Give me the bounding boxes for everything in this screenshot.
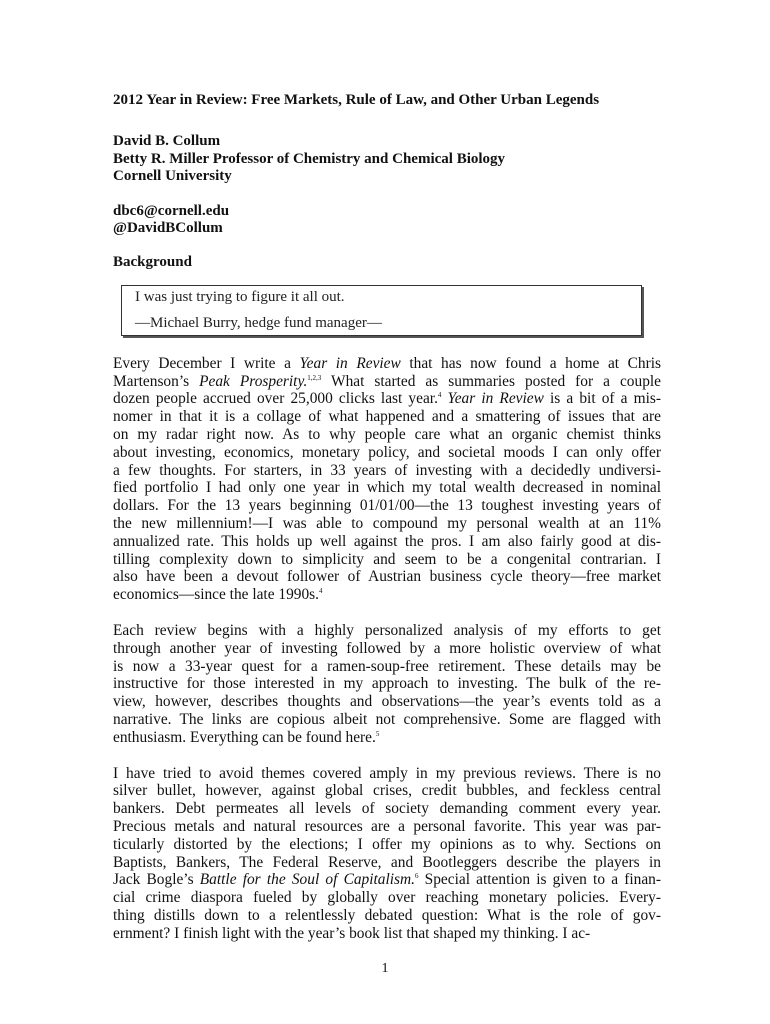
italic-title: Battle for the Soul of Capitalism.: [199, 871, 415, 889]
text-line: economics—since the late 1990s.$^4$: [113, 586, 323, 604]
text-line: annualized rate. This holds up well against the pros. I am also fairly good at dis-: [113, 532, 661, 550]
footnote-reference[interactable]: 4: [319, 587, 323, 596]
text-line: nomer in that it is a collage of what happened and a smattering of issues that are: [113, 408, 661, 426]
body-text: [113, 355, 661, 943]
contact-block: [113, 203, 661, 238]
italic-title: Year in Review: [299, 354, 401, 372]
text-line: enthusiasm. Everything can be found here.$^5$: [113, 728, 380, 746]
text-line: on my radar right now. As to why people care what an organic chemist thinks: [113, 426, 661, 444]
author-position: Betty R. Miller Professor of Chemistry and Chemical Biology: [113, 150, 506, 167]
italic-title: Year in Review: [447, 390, 544, 408]
text-line: Baptists, Bankers, The Federal Reserve, and Bootleggers describe the players in: [113, 853, 661, 871]
text-line: I have tried to avoid themes covered amply in my previous reviews. There is no: [113, 764, 661, 782]
text-line: thing distills down to a relentlessly debated question: What is the role of gov-: [113, 906, 661, 924]
text-line: narrative. The links are copious albeit not comprehensive. Some are flagged with: [113, 710, 661, 728]
text-line: view, however, describes thoughts and observations—the year’s events told as a: [113, 693, 661, 711]
text-line: Jack Bogle’s Battle for the Soul of Capitalism.$^6$ Special attention is given to a finan-: [113, 871, 661, 889]
text-line: Martenson’s Peak Prosperity.$^{1,2,3}$ What started as summaries posted for a couple: [113, 372, 661, 390]
footnote-reference[interactable]: 4: [437, 391, 442, 400]
text-line: cial crime diaspora fueled by globally over reaching monetary policies. Every-: [113, 889, 661, 907]
author-name: David B. Collum: [113, 133, 221, 150]
epigraph-quote: I was just trying to figure it all out.: [135, 288, 345, 305]
footnote-reference[interactable]: 5: [375, 729, 380, 738]
text-line: instructive for those interested in my approach to investing. The bulk of the re-: [113, 675, 661, 693]
footnote-reference[interactable]: 6: [414, 872, 419, 881]
text-line: ernment? I finish light with the year’s book list that shaped my thinking. I ac-: [113, 924, 591, 942]
text-line: through another year of investing followed by a more holistic overview of what: [113, 639, 661, 657]
body-paragraph: [113, 622, 661, 747]
epigraph-attribution: —Michael Burry, hedge fund manager—: [135, 314, 382, 331]
text-line: fied portfolio I had only one year in which my total wealth decreased in nominal: [113, 479, 661, 497]
body-paragraph: [113, 765, 661, 943]
text-line: silver bullet, however, against global crises, credit bubbles, and feckless central: [113, 782, 661, 800]
text-line: about investing, economics, monetary policy, and societal moods I can only offer: [113, 443, 661, 461]
text-line: Precious metals and natural resources are a personal favorite. This year was par-: [113, 817, 661, 835]
body-paragraph: [113, 355, 661, 604]
text-line: dozen people accrued over 25,000 clicks last year.$^4$ Year in Review is a bit of a mis-: [113, 390, 661, 408]
author-institution: Cornell University: [113, 168, 232, 185]
italic-title: Peak Prosperity.: [199, 372, 308, 390]
section-heading: Background: [113, 254, 192, 271]
text-line: is now a 33-year quest for a ramen-soup-free retirement. These details may be: [113, 657, 661, 675]
text-line: a few thoughts. For starters, in 33 years of investing with a decidedly undiversi-: [113, 461, 661, 479]
document-page: [113, 92, 661, 943]
author-block: [113, 133, 661, 185]
author-twitter: @DavidBCollum: [113, 220, 223, 237]
text-line: also have been a devout follower of Austrian business cycle theory—free market: [113, 568, 661, 586]
text-line: bankers. Debt permeates all levels of society demanding comment every year.: [113, 800, 661, 818]
text-line: Each review begins with a highly personalized analysis of my efforts to get: [113, 622, 661, 639]
text-line: Every December I write a Year in Review that has now found a home at Chris: [113, 354, 662, 372]
text-line: ticularly distorted by the elections; I offer my opinions as to why. Sections on: [113, 835, 661, 853]
footnote-reference[interactable]: 1,2,3: [307, 373, 322, 382]
text-line: tilling complexity down to simplicity and seem to be a congenital contrarian. I: [113, 550, 661, 568]
text-line: dollars. For the 13 years beginning 01/01/00—the 13 toughest investing years of: [113, 497, 661, 515]
author-email: dbc6@cornell.edu: [113, 202, 230, 219]
epigraph-box: [121, 285, 642, 336]
text-line: the new millennium!—I was able to compound my personal wealth at an 11%: [113, 515, 661, 533]
page-number: 1: [381, 961, 389, 976]
document-title: 2012 Year in Review: Free Markets, Rule of Law, and Other Urban Legends: [113, 92, 600, 108]
